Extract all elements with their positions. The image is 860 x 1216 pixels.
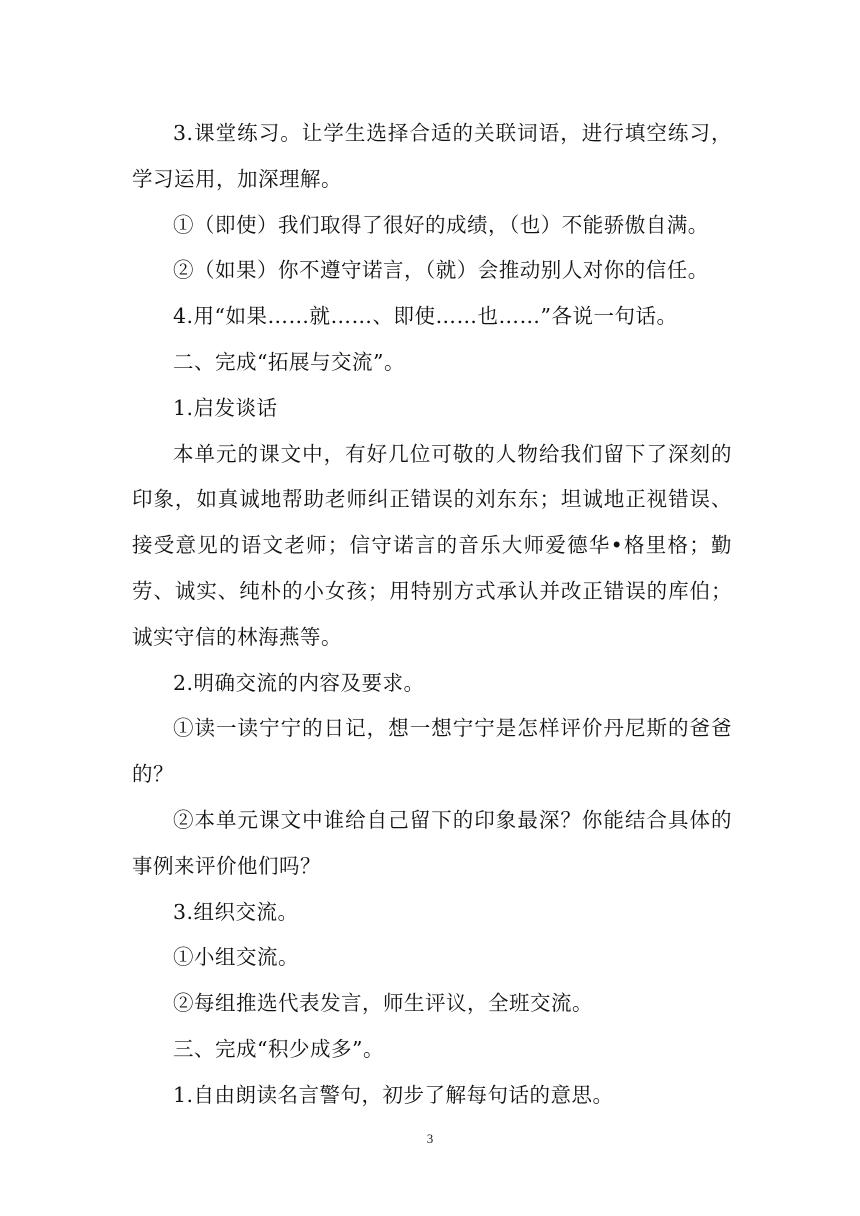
paragraph-unit-characters: 本单元的课文中，有好几位可敬的人物给我们留下了深刻的印象，如真诚地帮助老师纠正错误的刘东东；坦诚地正视错误、接受意见的语文老师；信守诺言的音乐大师爱德华•格里格；勤劳、诚实、纯朴的小女孩；用特别方式承认并改正错误的库伯；诚实守信的林海燕等。 — [132, 441, 732, 649]
paragraph-example-1: ①（即使）我们取得了很好的成绩，（也）不能骄傲自满。 — [173, 212, 709, 237]
page-number: 3 — [426, 1131, 434, 1146]
paragraph-group-exchange: ①小组交流。 — [173, 945, 299, 970]
paragraph-read-quotes: 1.自由朗读名言警句，初步了解每句话的意思。 — [173, 1082, 614, 1107]
paragraph-exercise-intro: 3.课堂练习。让学生选择合适的关联词语，进行填空练习，学习运用，加深理解。 — [132, 121, 732, 191]
paragraph-exchange-requirements: 2.明确交流的内容及要求。 — [173, 670, 425, 695]
paragraph-example-2: ②（如果）你不遵守诺言，（就）会推动别人对你的信任。 — [173, 258, 709, 283]
paragraph-organize-exchange: 3.组织交流。 — [173, 899, 299, 924]
paragraph-impression-question: ②本单元课文中谁给自己留下的印象最深？你能结合具体的事例来评价他们吗？ — [132, 807, 732, 878]
section-heading-accumulate: 三、完成“积少成多”。 — [173, 1036, 384, 1061]
section-heading-expand-exchange: 二、完成“拓展与交流”。 — [173, 349, 405, 374]
paragraph-class-exchange: ②每组推选代表发言，师生评议，全班交流。 — [173, 991, 593, 1016]
paragraph-diary-question: ①读一读宁宁的日记，想一想宁宁是怎样评价丹尼斯的爸爸的？ — [132, 716, 732, 787]
paragraph-sentence-practice: 4.用“如果……就……、即使……也……”各说一句话。 — [173, 304, 678, 329]
paragraph-inspire-talk: 1.启发谈话 — [173, 395, 278, 420]
document-body — [132, 111, 732, 1119]
